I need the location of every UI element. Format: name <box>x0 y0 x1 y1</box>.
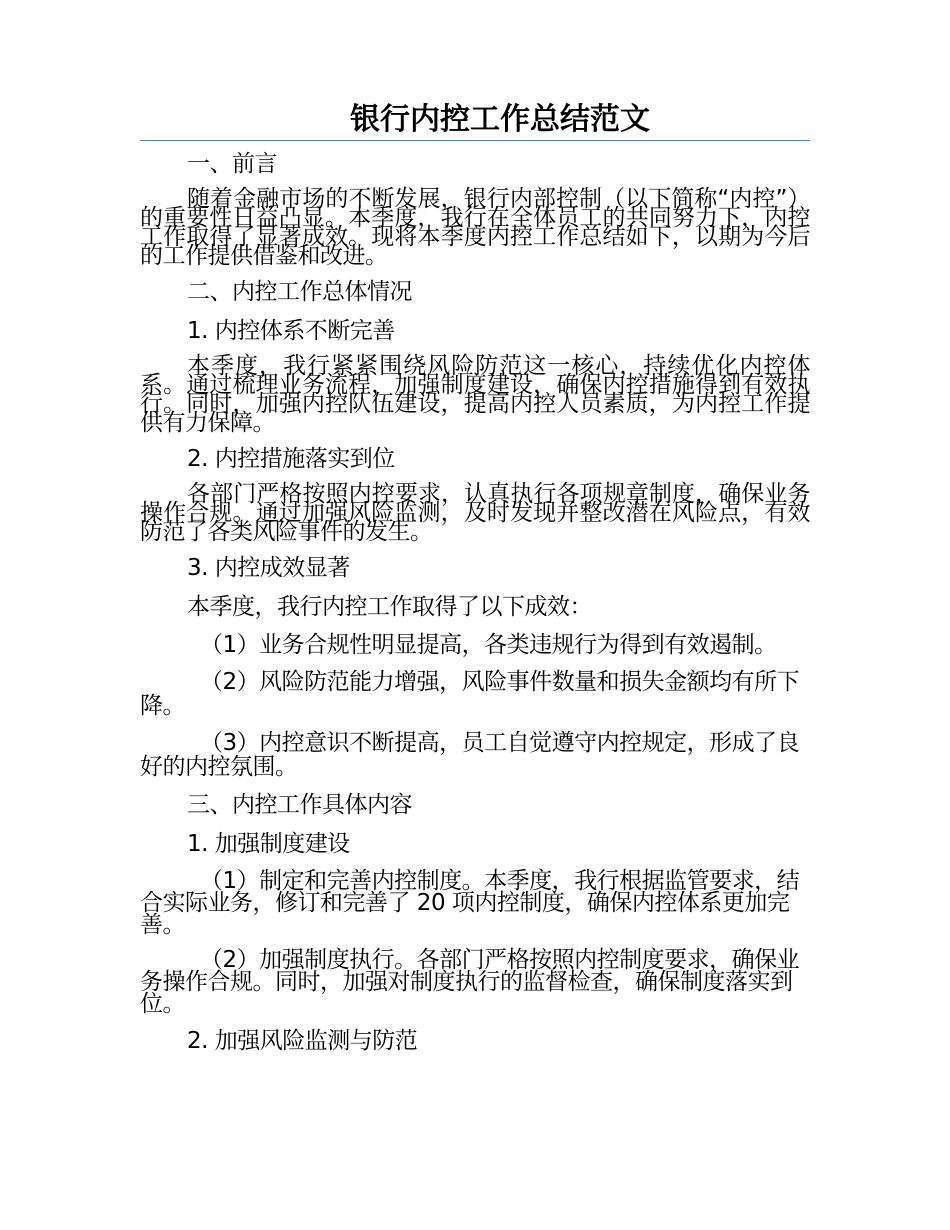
list-item: （1）业务合规性明显提高，各类违规行为得到有效遏制。 <box>200 632 777 658</box>
subheading-system: 1. 内控体系不断完善 <box>187 318 395 344</box>
document-title: 银行内控工作总结范文 <box>350 102 650 137</box>
subheading-institution: 1. 加强制度建设 <box>187 831 350 857</box>
title-underline <box>140 140 810 141</box>
section-heading-preface: 一、前言 <box>187 151 277 177</box>
section-heading-details: 三、内控工作具体内容 <box>187 792 412 818</box>
list-item: （1）制定和完善内控制度。本季度，我行根据监管要求，结合实际业务，修订和完善了 20 项内控制度，确保内控体系更加完善。 <box>140 868 800 938</box>
subheading-measures: 2. 内控措施落实到位 <box>187 446 395 472</box>
body-paragraph: 各部门严格按照内控要求，认真执行各项规章制度，确保业务操作合规。通过加强风险监测，及时发现并整改潜在风险点，有效防范了各类风险事件的发生。 <box>140 481 810 545</box>
body-paragraph: 本季度，我行紧紧围绕风险防范这一核心，持续优化内控体系。通过梳理业务流程，加强制度建设，确保内控措施得到有效执行。同时，加强内控队伍建设，提高内控人员素质，为内控工作提供有力保障。 <box>140 353 810 436</box>
subheading-risk: 2. 加强风险监测与防范 <box>187 1028 418 1054</box>
list-item: （3）内控意识不断提高，员工自觉遵守内控规定，形成了良好的内控氛围。 <box>140 730 800 780</box>
list-item: （2）加强制度执行。各部门严格按照内控制度要求，确保业务操作合规。同时，加强对制度执行的监督检查，确保制度落实到位。 <box>140 947 800 1017</box>
section-heading-overall: 二、内控工作总体情况 <box>187 279 412 305</box>
list-item: （2）风险防范能力增强，风险事件数量和损失金额均有所下降。 <box>140 669 800 719</box>
subheading-results: 3. 内控成效显著 <box>187 555 350 581</box>
body-paragraph: 随着金融市场的不断发展，银行内部控制（以下简称“内控”）的重要性日益凸显。本季度，我行在全体员工的共同努力下，内控工作取得了显著成效。现将本季度内控工作总结如下，以期为今后的工作提供借鉴和改进。 <box>140 186 810 269</box>
body-paragraph: 本季度，我行内控工作取得了以下成效： <box>187 594 592 620</box>
document-page <box>140 100 810 1067</box>
